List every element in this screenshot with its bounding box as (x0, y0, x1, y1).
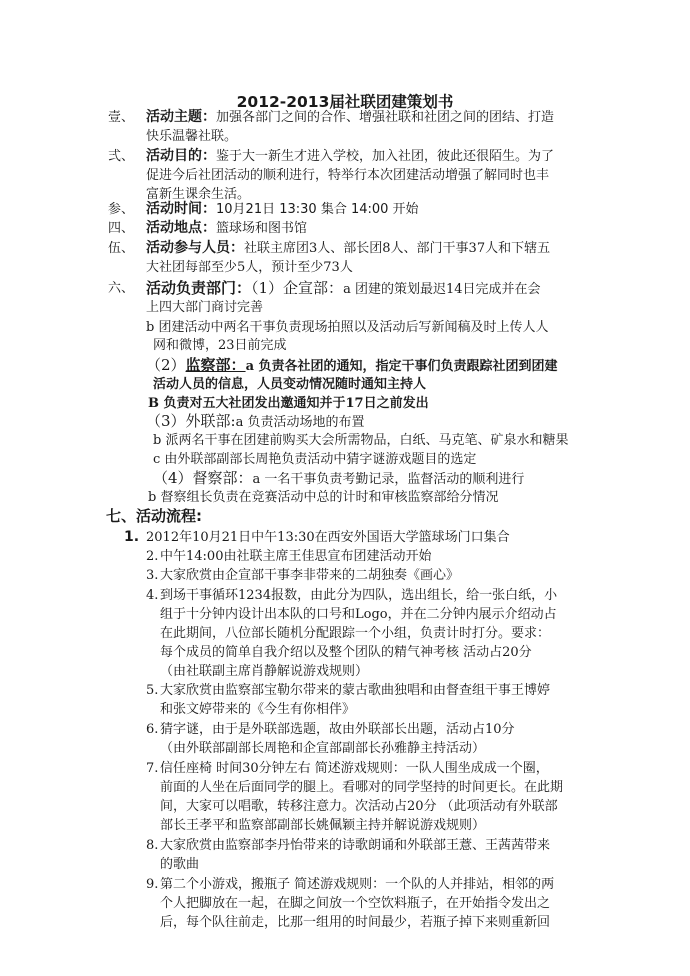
dept-item: c 由外联部副部长周艳负责活动中猜字谜游戏题目的选定 (153, 452, 477, 467)
process-step: 第二个小游戏，搬瓶子 简述游戏规则：一个队的人并排站，相邻的两 (160, 877, 555, 892)
process-number: 4. (146, 588, 159, 603)
dept-item: a 一名干事负责考勤记录，监督活动的顺利进行 (252, 472, 525, 487)
section-heading: 活动参与人员： (146, 240, 244, 256)
process-step: 猜字谜，由于是外联部选题，故由外联部长出题，活动占10分 (160, 722, 515, 737)
dept-item: b 派两名干事在团建前购买大会所需物品，白纸、马克笔、矿泉水和糖果 (153, 433, 569, 448)
process-step: 在此期间，八位部长随机分配跟踪一个小组，负责计时打分。要求： (160, 626, 551, 641)
section-heading: 活动时间： (146, 201, 216, 217)
section-text: 鉴于大一新生才进入学校，加入社团，彼此还很陌生。为了 (216, 149, 555, 164)
process-step: 2012年10月21日中午13:30在西安外国语大学篮球场门口集合 (146, 530, 510, 545)
section-number: 弍、 (108, 149, 135, 164)
dept-external (146, 412, 365, 432)
section-text: 快乐温馨社联。 (146, 129, 238, 144)
section-heading: 活动目的： (146, 148, 216, 164)
dept-label: （4）督察部： (153, 469, 253, 487)
section-number: 四、 (108, 221, 135, 236)
dept-item: 网和微博，23日前完成 (153, 338, 287, 353)
process-heading: 七、活动流程: (106, 507, 202, 525)
section-participants (146, 239, 550, 258)
process-step: 的歌曲 (160, 857, 200, 872)
section-departments (146, 279, 541, 299)
process-number: 3. (146, 568, 159, 583)
process-step: 间，大家可以唱歌，转移注意力。次活动占20分 （此项活动有外联部 (160, 799, 558, 814)
process-number: 2. (146, 549, 159, 564)
process-number: 8. (146, 838, 159, 853)
process-step: 大家欣赏由监察部李丹怡带来的诗歌朗诵和外联部王薏、王茜茜带来 (160, 838, 551, 853)
process-number: 7. (146, 761, 159, 776)
process-step: 到场干事循环1234报数，由此分为四队，选出组长，给一张白纸，小 (160, 588, 558, 603)
section-text: 社联主席团3人、部长团8人、部门干事37人和下辖五 (244, 241, 551, 256)
dept-item: 活动人员的信息，人员变动情况随时通知主持人 (153, 377, 427, 392)
dept-label: （1）企宣部： (251, 279, 344, 297)
section-heading: 活动地点： (146, 220, 216, 236)
dept-inspection (153, 469, 524, 489)
section-location (146, 219, 307, 238)
section-heading: 活动负责部门： (146, 279, 252, 297)
section-text: 篮球场和图书馆 (216, 221, 308, 236)
section-text: 促进今后社团活动的顺利进行，特举行本次团建活动增强了解同时也丰 (146, 168, 550, 183)
dept-item: B 负责对五大社团发出邀通知并于17日之前发出 (148, 396, 429, 411)
process-step: 组于十分钟内设计出本队的口号和Logo，并在二分钟内展示介绍动占 (160, 607, 557, 622)
process-number: 9. (146, 877, 159, 892)
dept-label-num: （2） (146, 356, 186, 374)
process-step: 个人把脚放在一起，在脚之间放一个空饮料瓶子，在开始指令发出之 (160, 896, 551, 911)
dept-item: 上四大部门商讨完善 (146, 300, 264, 315)
dept-item: a 团建的策划最迟14日完成并在会 (343, 282, 541, 297)
section-time (146, 200, 419, 219)
section-text: 富新生课余生活。 (146, 187, 251, 202)
section-heading: 活动主题： (146, 109, 216, 125)
process-step: 信任座椅 时间30分钟左右 简述游戏规则：一队人围坐成成一个圈， (160, 761, 549, 776)
dept-item: a 负责各社团的通知，指定干事们负责跟踪社团到团建 (245, 359, 558, 374)
section-text: 10月21日 13:30 集合 14:00 开始 (216, 202, 419, 217)
process-step: （由社联副主席肖静解说游戏规则） (160, 664, 369, 679)
process-number: 1. (124, 529, 140, 545)
process-step: 中午14:00由社联主席王佳思宣布团建活动开始 (160, 549, 432, 564)
process-step: 每个成员的简单自我介绍以及整个团队的精气神考核 活动占20分 (160, 645, 532, 660)
dept-item: b 督察组长负责在竞赛活动中总的计时和审核监察部给分情况 (148, 490, 499, 505)
section-purpose (146, 147, 554, 166)
process-step: 大家欣赏由监察部宝勒尔带来的蒙古歌曲独唱和由督查组干事王博婷 (160, 683, 551, 698)
process-step: （由外联部副部长周艳和企宣部副部长孙雅静主持活动） (160, 741, 486, 756)
dept-label: （3）外联部: (146, 412, 236, 430)
dept-item: b 团建活动中两名干事负责现场拍照以及活动后写新闻稿及时上传人人 (146, 320, 549, 335)
section-number: 参、 (108, 202, 135, 217)
process-number: 6. (146, 722, 159, 737)
process-step: 部长王孝平和监察部副部长姚佩颖主持并解说游戏规则） (160, 818, 486, 833)
process-step: 前面的人坐在后面同学的腿上。看哪对的同学坚持的时间更长。在此期 (160, 780, 564, 795)
process-number: 5. (146, 683, 159, 698)
section-number: 伍、 (108, 241, 135, 256)
process-step: 和张文婷带来的《今生有你相伴》 (160, 702, 356, 717)
process-step: 大家欣赏由企宣部干事李非带来的二胡独奏《画心》 (160, 568, 460, 583)
dept-label: 监察部： (185, 356, 246, 374)
section-number: 六、 (108, 281, 135, 296)
section-theme (146, 108, 554, 127)
process-step: 后，每个队往前走，比那一组用的时间最少，若瓶子掉下来则重新回 (160, 915, 551, 930)
section-number: 壹、 (108, 110, 135, 125)
dept-item: a 负责活动场地的布置 (235, 415, 365, 430)
section-text: 大社团每部至少5人，预计至少73人 (146, 260, 353, 275)
document-title: 2012-2013届社联团建策划书 (236, 93, 454, 111)
dept-supervision (146, 356, 558, 376)
section-text: 加强各部门之间的合作、增强社联和社团之间的团结、打造 (216, 110, 555, 125)
